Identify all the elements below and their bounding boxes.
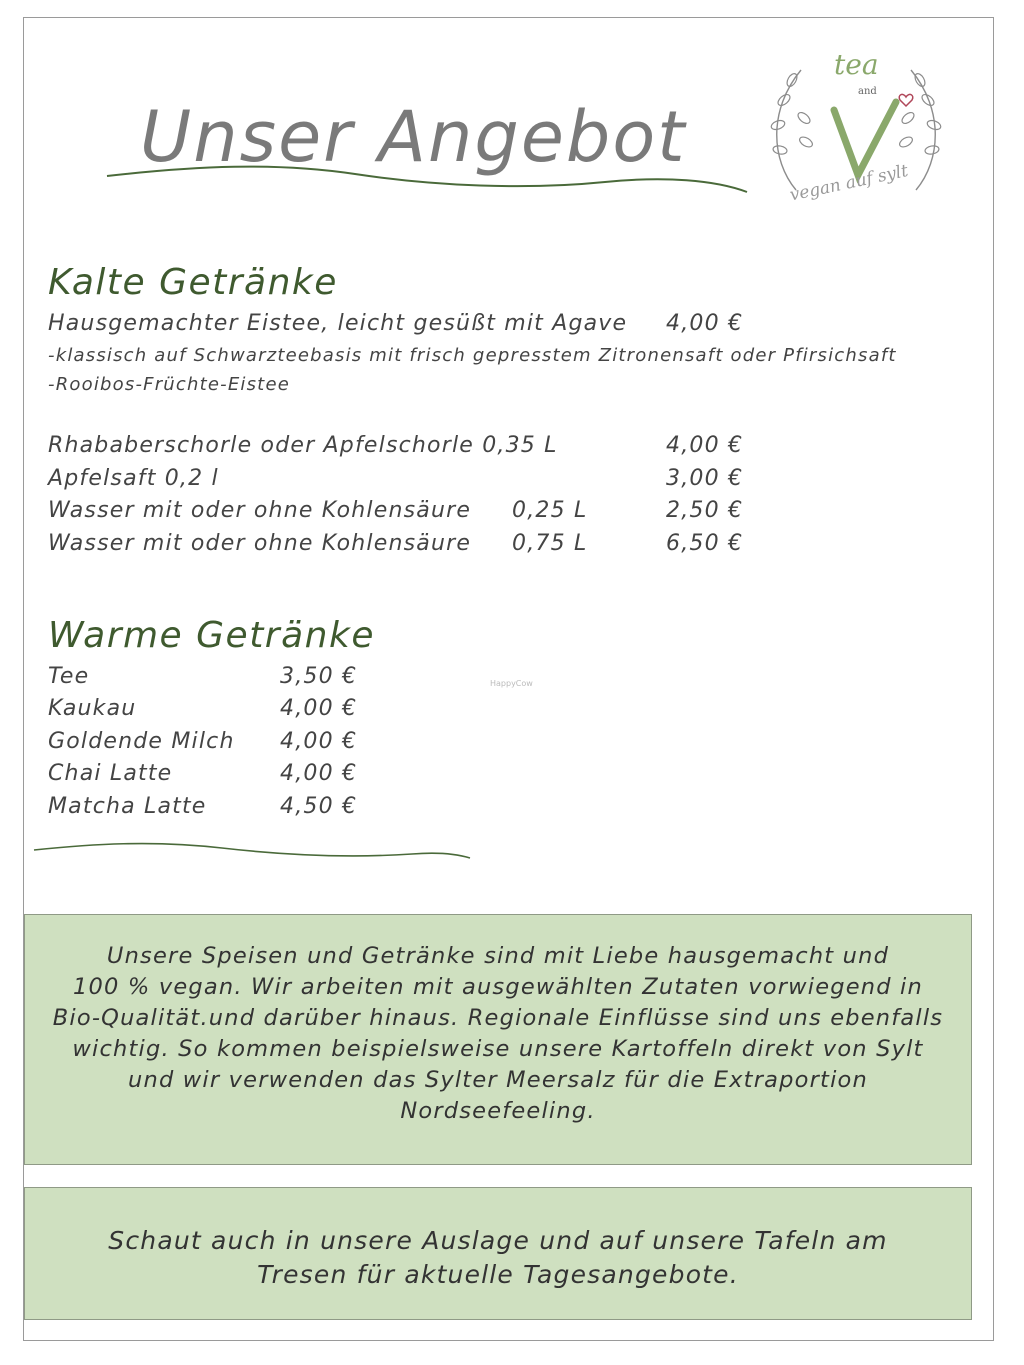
warme-item-name: Matcha Latte [48, 794, 207, 819]
section-title-kalte: Kalte Getränke [48, 262, 338, 303]
kalte-item-price: 3,00 € [666, 466, 744, 491]
warme-item-name: Tee [48, 664, 90, 689]
kalte-item-name: Wasser mit oder ohne Kohlensäure [48, 531, 472, 556]
item-eistee-price: 4,00 € [666, 311, 744, 336]
kalte-item-size: 0,25 L [512, 498, 588, 523]
section-divider-wave [32, 838, 472, 866]
kalte-item-size: 0,75 L [512, 531, 588, 556]
tip-line: Tresen für aktuelle Tagesangebote. [257, 1260, 739, 1289]
kalte-item-name: Wasser mit oder ohne Kohlensäure [48, 498, 472, 523]
info-line: Nordseefeeling. [400, 1098, 596, 1124]
item-eistee-name: Hausgemachter Eistee, leicht gesüßt mit Agave [48, 311, 628, 336]
warme-item-price: 4,00 € [280, 729, 358, 754]
logo-and-text: and [858, 86, 877, 97]
kalte-item-name: Apfelsaft 0,2 l [48, 466, 219, 491]
kalte-item-price: 6,50 € [666, 531, 744, 556]
info-box-text [25, 941, 971, 1127]
heart-icon [899, 94, 913, 106]
tip-line: Schaut auch in unsere Auslage und auf unsere Tafeln am [108, 1226, 888, 1255]
info-line: Bio-Qualität.und darüber hinaus. Regionale Einflüsse sind uns ebenfalls [52, 1005, 944, 1031]
warme-item-name: Goldende Milch [48, 729, 235, 754]
info-line: und wir verwenden das Sylter Meersalz für die Extraportion [128, 1067, 868, 1093]
info-line: wichtig. So kommen beispielsweise unsere Kartoffeln direkt von Sylt [72, 1036, 924, 1062]
kalte-item-price: 2,50 € [666, 498, 744, 523]
info-line: Unsere Speisen und Getränke sind mit Liebe hausgemacht und [106, 943, 890, 969]
brand-logo [766, 40, 946, 220]
warme-item-price: 4,00 € [280, 761, 358, 786]
page-title: Unser Angebot [140, 96, 687, 178]
kalte-item-name: Rhababerschorle oder Apfelschorle 0,35 L [48, 433, 558, 458]
watermark: HappyCow [490, 679, 533, 688]
warme-item-price: 3,50 € [280, 664, 358, 689]
kalte-item-price: 4,00 € [666, 433, 744, 458]
title-underline-wave [105, 160, 750, 200]
info-line: 100 % vegan. Wir arbeiten mit ausgewählten Zutaten vorwiegend in [73, 974, 923, 1000]
eistee-note-2: -Rooibos-Früchte-Eistee [48, 374, 290, 395]
section-title-warme: Warme Getränke [48, 615, 375, 656]
info-box [24, 914, 972, 1165]
warme-item-name: Chai Latte [48, 761, 173, 786]
eistee-note-1: -klassisch auf Schwarzteebasis mit frisch gepresstem Zitronensaft oder Pfirsichsaft [48, 345, 897, 366]
logo-tagline: vegan auf sylt [788, 160, 910, 206]
tip-box-text [25, 1224, 971, 1292]
logo-tea-text: tea [834, 48, 879, 81]
warme-item-price: 4,00 € [280, 696, 358, 721]
warme-item-name: Kaukau [48, 696, 137, 721]
tip-box [24, 1187, 972, 1320]
warme-item-price: 4,50 € [280, 794, 358, 819]
